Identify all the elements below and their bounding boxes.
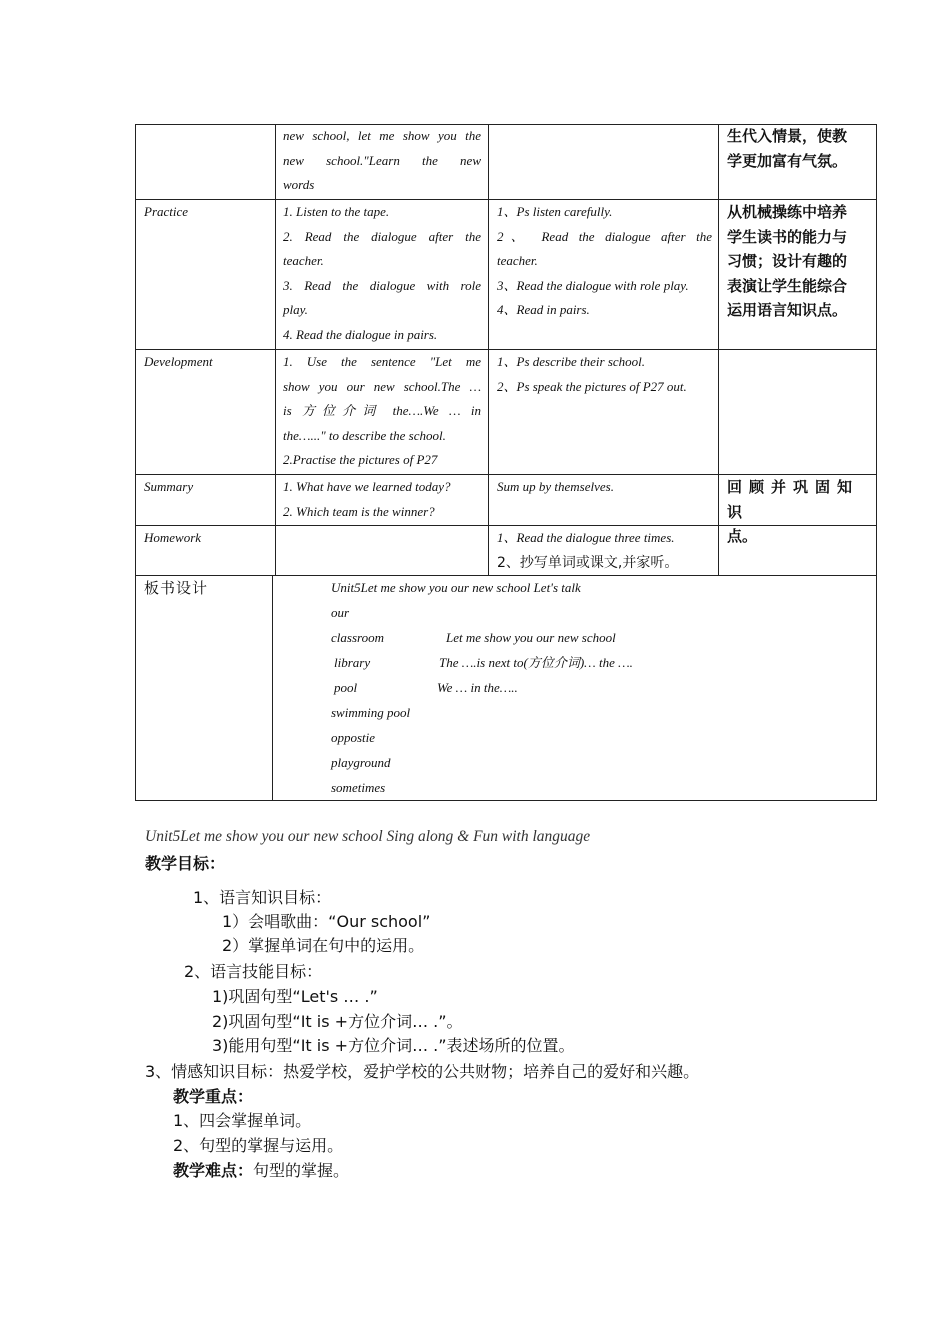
homework-students-cell [497,526,712,575]
development-teacher-cell [283,350,481,473]
practice-students-cell [497,200,712,323]
practice-teacher-cell [283,200,481,347]
board-word: swimming pool [331,705,411,720]
text-line: 2. Read the dialogue after the [283,228,481,244]
text-line: 从机械操练中培养 [727,203,848,221]
text-line: 习惯；设计有趣的 [727,252,848,270]
difficulty-text: 句型的掌握。 [253,1161,350,1180]
row0-teacher-cell [283,124,481,198]
goal-1b: 2）掌握单词在句中的运用。 [222,936,425,955]
col-divider [272,575,273,801]
row0-purpose-cell [727,124,873,173]
text-line: 3. Read the dialogue with role [283,277,481,293]
text-line: 1. Listen to the tape. [283,204,390,219]
goal-2a: 1)巩固句型“Let's … .” [212,987,378,1006]
goal-2c: 3)能用句型“It is +方位介词… .”表述场所的位置。 [212,1036,575,1055]
text-line: play. [283,302,308,317]
goal-1: 1、语言知识目标： [193,888,332,907]
board-sentence: Let me show you our new school [446,630,616,645]
board-title: Unit5Let me show you our new school Let's talk [331,580,581,595]
text-line: 1. Use the sentence "Let me [283,354,481,369]
text-line: 1、Read the dialogue three times. [497,530,675,545]
difficulty-heading: 教学难点： [173,1161,254,1180]
text-line: 1. What have we learned today? [283,479,451,494]
goal-2: 2、语言技能目标： [184,962,323,981]
text-line: 2. Which team is the winner? [283,503,435,519]
key-point-2: 2、句型的掌握与运用。 [173,1136,344,1155]
practice-label: Practice [144,204,189,219]
board-word: sometimes [331,780,386,795]
text-line: is 方位介词 the….We … in [283,403,481,418]
text-line: words [283,177,315,192]
board-design-label: 板书设计 [144,579,209,597]
board-word: our [331,605,350,620]
development-label: Development [144,354,213,369]
goals-heading: 教学目标： [145,854,226,873]
board-word: classroom [331,630,384,645]
col-divider [275,124,276,576]
board-word: library [334,655,371,670]
goal-2b: 2)巩固句型“It is +方位介词… .”。 [212,1012,463,1031]
key-point-1: 1、四会掌握单词。 [173,1111,312,1130]
lesson-title: Unit5Let me show you our new school Sing along & Fun with language [145,828,591,845]
text-line: 表演让学生能综合 [727,276,848,295]
key-points-heading: 教学重点： [173,1087,254,1106]
table-border-left [135,124,136,801]
board-word: pool [334,680,358,695]
text-line: 2、抄写单词或课文,并家听。 [497,554,679,571]
board-sentence: The ….is next to(方位介词)… the …. [439,655,633,670]
goal-3: 3、情感知识目标：热爱学校，爱护学校的公共财物；培养自己的爱好和兴趣。 [145,1062,700,1081]
summary-students-cell [497,475,712,500]
col-divider [718,124,719,576]
board-word: oppostie [331,730,376,745]
table-border-right [876,124,877,801]
text-line: 回顾并巩固知识 [727,478,860,521]
homework-label: Homework [144,530,202,545]
development-students-cell [497,350,712,399]
text-line: 3、Read the dialogue with role play. [497,277,689,293]
text-line: the…..." to describe the school. [283,427,446,443]
text-line: 4、Read in pairs. [497,302,590,317]
board-sentence: We … in the….. [437,680,518,695]
text-line: 运用语言知识点。 [727,301,848,319]
text-line: 1、Ps describe their school. [497,354,646,369]
col-divider [488,124,489,576]
text-line: new school, let me show you the [283,128,481,143]
practice-purpose-cell [727,200,873,323]
text-line: 1、Ps listen carefully. [497,204,613,219]
difficulty-line [173,1159,349,1183]
text-line: 学生读书的能力与 [727,227,848,246]
text-line: 生代入情景，使教 [727,127,848,145]
text-line: new school."Learn the new [283,152,481,168]
summary-teacher-cell [283,475,481,524]
summary-label: Summary [144,479,194,494]
text-line: 点。 [727,527,758,545]
goal-1a: 1）会唱歌曲：“Our school” [222,912,431,931]
summary-purpose-cell [727,475,873,549]
text-line: 2、 Read the dialogue after the [497,228,712,244]
text-line: 2.Practise the pictures of P27 [283,452,438,467]
table-border-bottom [135,800,877,801]
text-line: 2、Ps speak the pictures of P27 out. [497,378,687,394]
text-line: 学更加富有气氛。 [727,151,848,170]
text-line: show you our new school.The … [283,378,481,394]
board-word: playground [331,755,391,770]
text-line: 4. Read the dialogue in pairs. [283,326,438,342]
text-line: teacher. [497,253,538,268]
lesson-plan-table [135,124,877,801]
text-line: Sum up by themselves. [497,479,614,494]
text-line: teacher. [283,253,324,268]
